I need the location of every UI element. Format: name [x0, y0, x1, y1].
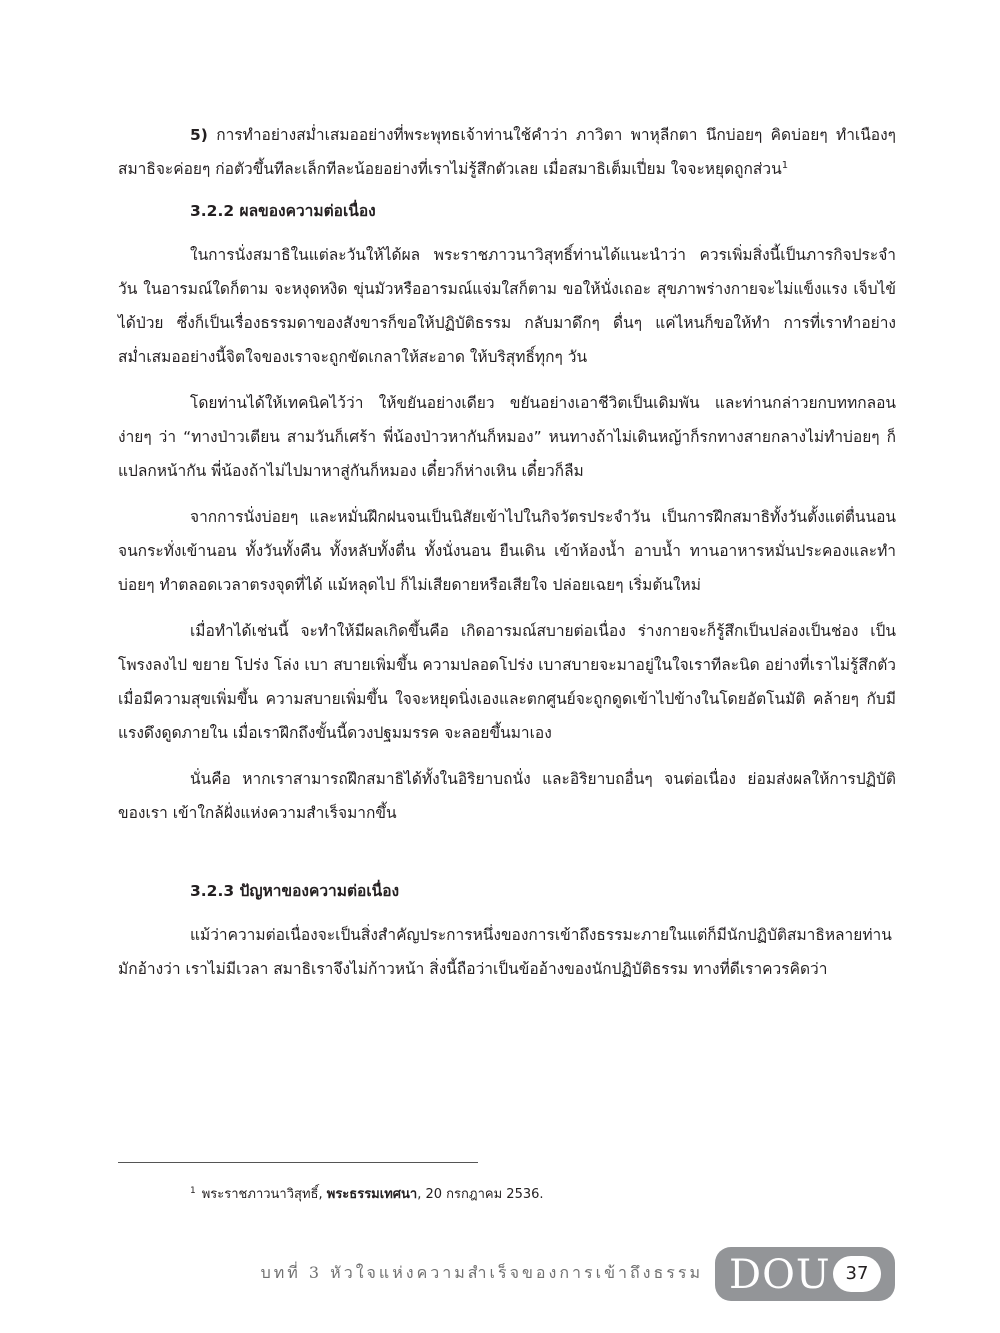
dou-logo: DOU — [729, 1252, 831, 1298]
section-heading-3-2-3: 3.2.3 ปัญหาของความต่อเนื่อง — [190, 882, 400, 900]
page-number: 37 — [833, 1256, 881, 1292]
section-heading-3-2-2: 3.2.2 ผลของความต่อเนื่อง — [190, 202, 376, 220]
paragraph-habit: จากการนั่งบ่อยๆ และหมั่นฝึกฝนจนเป็นนิสัยเข้าไปในกิจวัตรประจำวัน เป็นการฝึกสมาธิทั้งวันตั้งแต่ตื่นนอนจนกระทั่งเข้านอน ทั้งวันทั้งคืน ทั้งหลับทั้งตื่น ทั้งนั่งนอน ยืนเดิน เข้าห้องน้ำ อาบน้ำ ทานอาหารหมั่นประคองและทำบ่อยๆ ทำตลอดเวลาตรงจุดที่ได้ แม้หลุดไป ก็ไม่เสียดายหรือเสียใจ ปล่อยเฉยๆ เริ่มต้นใหม่ — [118, 508, 896, 594]
item-number: 5) — [190, 126, 208, 144]
footnote-reference[interactable]: 1 — [781, 159, 789, 171]
paragraph-text: การทำอย่างสม่ำเสมออย่างที่พระพุทธเจ้าท่านใช้คำว่า ภาวิตา พาหุลีกตา นึกบ่อยๆ คิดบ่อยๆ ทำเนืองๆ สมาธิจะค่อยๆ ก่อตัวขึ้นทีละเล็กทีละน้อยอย่างที่เราไม่รู้สึกตัวเลย เมื่อสมาธิเต็มเปี่ยม ใจจะหยุดถูกส่วน — [118, 126, 896, 178]
footnote — [190, 1183, 544, 1204]
paragraph-conclusion: นั่นคือ หากเราสามารถฝึกสมาธิได้ทั้งในอิริยาบถนั่ง และอิริยาบถอื่นๆ จนต่อเนื่อง ย่อมส่งผลให้การปฏิบัติของเรา เข้าใกล้ฝั่งแห่งความสำเร็จมากขึ้น — [118, 770, 896, 822]
footnote-author: พระราชภาวนาวิสุทธิ์, — [201, 1187, 323, 1202]
footnote-title: พระธรรมเทศนา — [326, 1187, 418, 1202]
paragraph-daily-practice: ในการนั่งสมาธิในแต่ละวันให้ได้ผล พระราชภาวนาวิสุทธิ์ท่านได้แนะนำว่า ควรเพิ่มสิ่งนี้เป็นภารกิจประจำวัน ในอารมณ์ใดก็ตาม จะหงุดหงิด ขุ่นมัวหรืออารมณ์แจ่มใสก็ตาม ขอให้นั่งเถอะ สุขภาพร่างกายจะไม่แข็งแรง เจ็บไข้ได้ป่วย ซึ่งก็เป็นเรื่องธรรมดาของสังขารก็ขอให้ปฏิบัติธรรม กลับมาดึกๆ ดื่นๆ แค่ไหนก็ขอให้ทำ การที่เราทำอย่างสม่ำเสมออย่างนี้จิตใจของเราจะถูกขัดเกลาให้สะอาด ให้บริสุทธิ์ทุกๆ วัน — [118, 246, 896, 366]
page-body — [118, 118, 896, 998]
footnote-date: , 20 กรกฎาคม 2536. — [417, 1187, 544, 1202]
page-footer — [250, 1247, 895, 1301]
footnote-divider — [118, 1162, 478, 1163]
paragraph-item-5 — [118, 118, 896, 186]
footnote-mark: 1 — [190, 1185, 196, 1196]
paragraph-problems: แม้ว่าความต่อเนื่องจะเป็นสิ่งสำคัญประการหนึ่งของการเข้าถึงธรรมะภายในแต่ก็มีนักปฏิบัติสมาธิหลายท่าน มักอ้างว่า เราไม่มีเวลา สมาธิเราจึงไม่ก้าวหน้า สิ่งนี้ถือว่าเป็นข้ออ้างของนักปฏิบัติธรรม ทางที่ดีเราควรคิดว่า — [118, 926, 892, 978]
chapter-title: บทที่ 3 หัวใจแห่งความสำเร็จของการเข้าถึงธรรม — [260, 1263, 703, 1282]
paragraph-results: เมื่อทำได้เช่นนี้ จะทำให้มีผลเกิดขึ้นคือ เกิดอารมณ์สบายต่อเนื่อง ร่างกายจะก็รู้สึกเป็นปล่องเป็นช่อง เป็นโพรงลงไป ขยาย โปร่ง โล่ง เบา สบายเพิ่มขึ้น ความปลอดโปร่ง เบาสบายจะมาอยู่ในใจเราทีละนิด อย่างที่เราไม่รู้สึกตัว เมื่อมีความสุขเพิ่มขึ้น ความสบายเพิ่มขึ้น ใจจะหยุดนิ่งเองและตกศูนย์จะถูกดูดเข้าไปข้างในโดยอัตโนมัติ คล้ายๆ กับมีแรงดึงดูดภายใน เมื่อเราฝึกถึงขั้นนี้ดวงปฐมมรรค จะลอยขึ้นมาเอง — [118, 622, 896, 742]
paragraph-technique: โดยท่านได้ให้เทคนิคไว้ว่า ให้ขยันอย่างเดียว ขยันอย่างเอาชีวิตเป็นเดิมพัน และท่านกล่าวยกบททกลอนง่ายๆ ว่า “ทางป่าวเตียน สามวันก็เศร้า พี่น้องป่าวหากันก็หมอง” หนทางถ้าไม่เดินหญ้าก็รกทางสายกลางไม่ทำบ่อยๆ ก็แปลกหน้ากัน พี่น้องถ้าไม่ไปมาหาสู่กันก็หมอง เดี๋ยวก็ห่างเหิน เดี๋ยวก็ลืม — [118, 394, 896, 480]
footer-tab — [715, 1247, 895, 1301]
